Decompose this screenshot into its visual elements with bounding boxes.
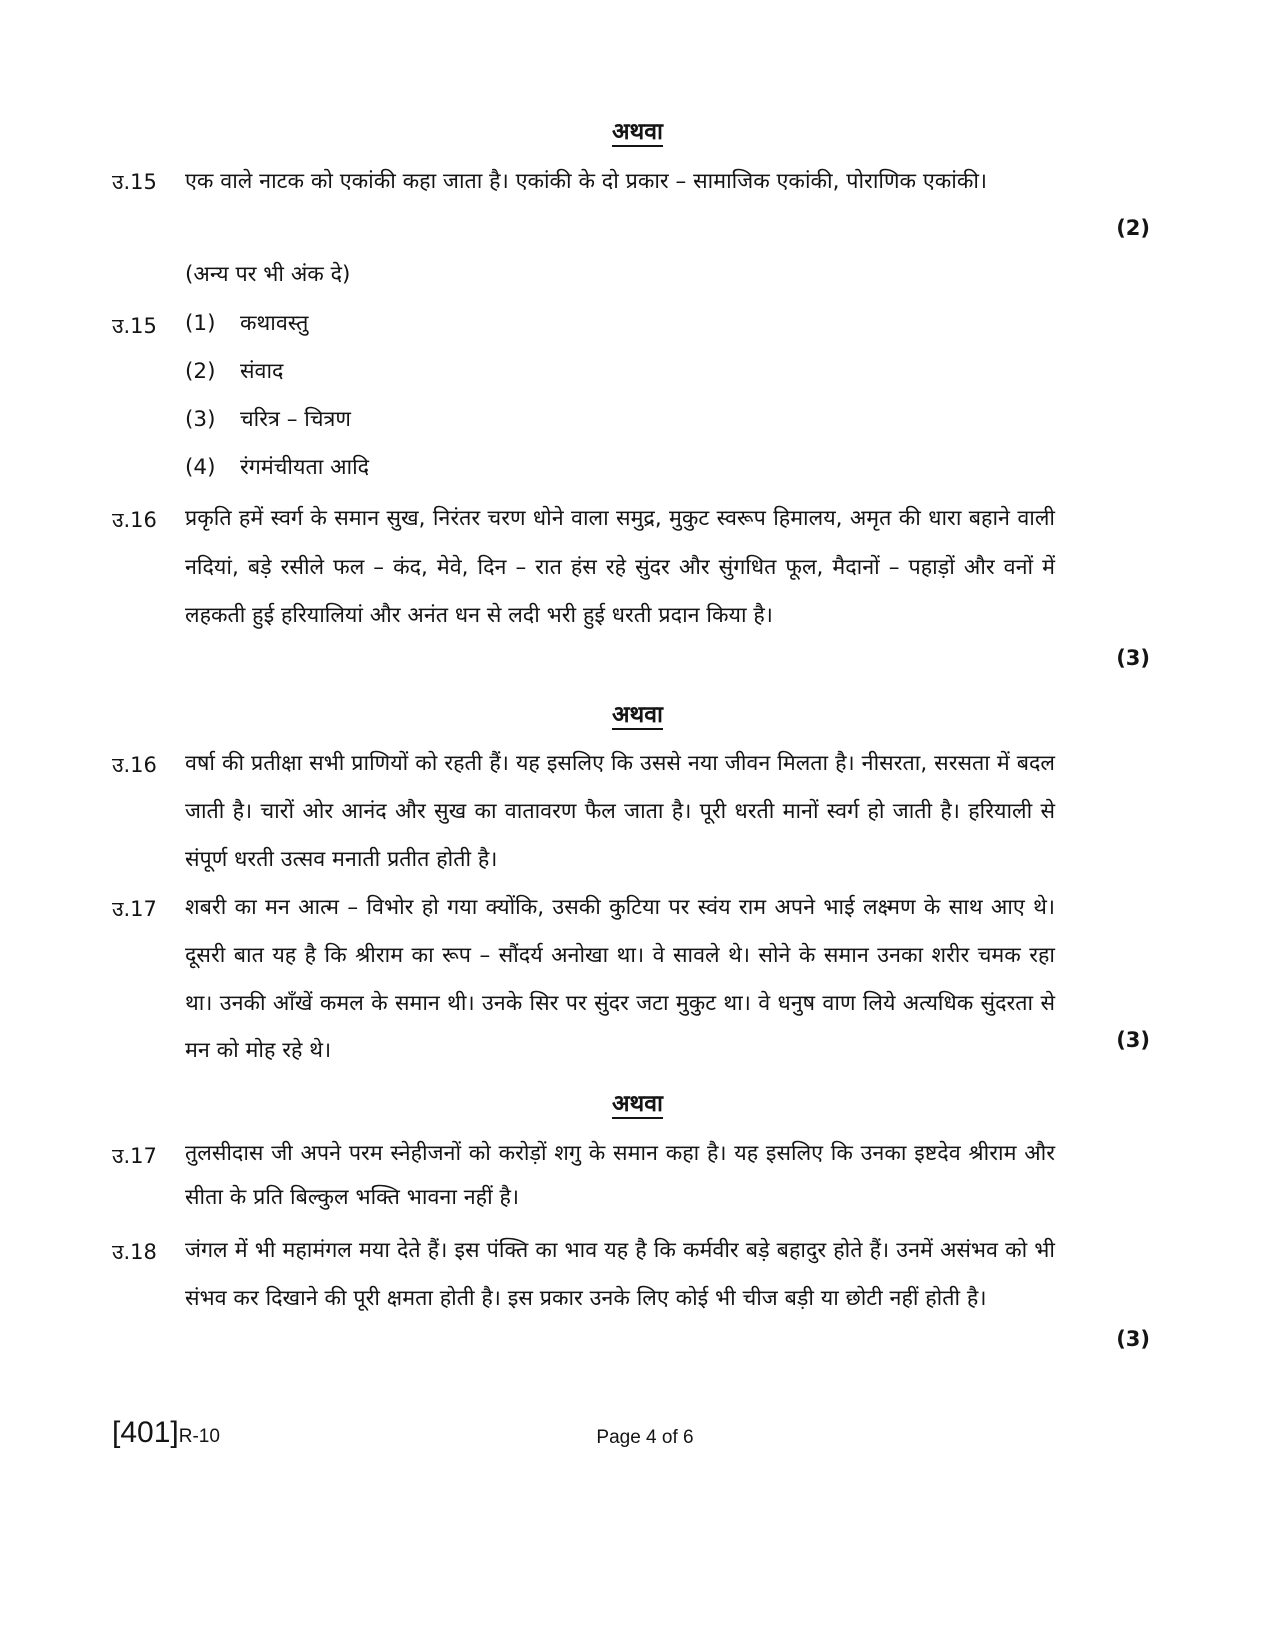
- answer-17b-text: तुलसीदास जी अपने परम स्नेहीजनों को करोड़ों शगु के समान कहा है। यह इसलिए कि उनका इष्टदेव श्रीराम और सीता के प्रति बिल्कुल भक्ति भावना नहीं है।: [185, 1141, 1055, 1210]
- list-item-number: (2): [185, 359, 216, 384]
- page-number: Page 4 of 6: [596, 1427, 694, 1448]
- list-item-number: (1): [185, 311, 216, 336]
- answer-15a-note: (अन्य पर भी अंक दे): [185, 262, 351, 287]
- answer-label-16a: उ.16: [112, 508, 157, 532]
- list-item-text: रंगमंचीयता आदि: [240, 455, 370, 480]
- answer-label-15b: उ.15: [112, 314, 157, 338]
- answer-17a-text: शबरी का मन आत्म – विभोर हो गया क्योंकि, उसकी कुटिया पर स्वंय राम अपने भाई लक्ष्मण के साथ आए थे। दूसरी बात यह है कि श्रीराम का रूप – सौंदर्य अनोखा था। वे सावले थे। सोने के समान उनका शरीर चमक रहा था। उनकी आँखें कमल के समान थी। उनके सिर पर सुंदर जटा मुकुट था। वे धनुष वाण लिये अत्यधिक सुंदरता से मन को मोह रहे थे।: [185, 895, 1055, 1064]
- paper-code-suffix: R-10: [178, 1426, 220, 1447]
- answer-18-text: जंगल में भी महामंगल मया देते हैं। इस पंक्ति का भाव यह है कि कर्मवीर बड़े बहादुर होते हैं। उनमें असंभव को भी संभव कर दिखाने की पूरी क्षमता होती है। इस प्रकार उनके लिए कोई भी चीज बड़ी या छोटी नहीं होती है।: [185, 1238, 1055, 1311]
- answer-label-15a: उ.15: [112, 170, 157, 194]
- marks-16a: (3): [1116, 646, 1150, 670]
- list-item: [185, 357, 585, 387]
- marks-18: (3): [1116, 1327, 1150, 1351]
- list-item: [185, 405, 585, 435]
- answer-16b-text: वर्षा की प्रतीक्षा सभी प्राणियों को रहती हैं। यह इसलिए कि उससे नया जीवन मिलता है। नीसरता, सरसता में बदल जाती है। चारों ओर आनंद और सुख का वातावरण फैल जाता है। पूरी धरती मानों स्वर्ग हो जाती है। हरियाली से संपूर्ण धरती उत्सव मनाती प्रतीत होती है।: [185, 751, 1055, 872]
- list-item-text: संवाद: [240, 359, 284, 384]
- heading-athva-1: अथवा: [611, 119, 663, 145]
- heading-athva-3: अथवा: [611, 1091, 663, 1117]
- answer-label-17b: उ.17: [112, 1144, 157, 1168]
- marks-15a: (2): [1116, 216, 1150, 240]
- list-item-number: (3): [185, 407, 216, 432]
- answer-label-16b: उ.16: [112, 753, 157, 777]
- answer-16a-text: प्रकृति हमें स्वर्ग के समान सुख, निरंतर चरण धोने वाला समुद्र, मुकुट स्वरूप हिमालय, अमृत की धारा बहाने वाली नदियां, बड़े रसीले फल – कंद, मेवे, दिन – रात हंस रहे सुंदर और सुंगधित फूल, मैदानों – पहाड़ों और वनों में लहकती हुई हरियालियां और अनंत धन से लदी भरी हुई धरती प्रदान किया है।: [185, 506, 1055, 629]
- list-item: [185, 453, 585, 483]
- list-item-number: (4): [185, 455, 216, 480]
- marks-17a: (3): [1116, 1028, 1150, 1052]
- answer-label-17a: उ.17: [112, 897, 157, 921]
- answer-label-18: उ.18: [112, 1240, 157, 1264]
- heading-athva-2: अथवा: [611, 702, 663, 728]
- paper-code-number: [401]: [112, 1416, 179, 1449]
- list-item-text: कथावस्तु: [240, 311, 309, 336]
- list-item-text: चरित्र – चित्रण: [240, 407, 351, 432]
- answer-15a-text: एक वाले नाटक को एकांकी कहा जाता है। एकांकी के दो प्रकार – सामाजिक एकांकी, पोराणिक एकांकी।: [185, 169, 988, 194]
- list-item: [185, 309, 585, 339]
